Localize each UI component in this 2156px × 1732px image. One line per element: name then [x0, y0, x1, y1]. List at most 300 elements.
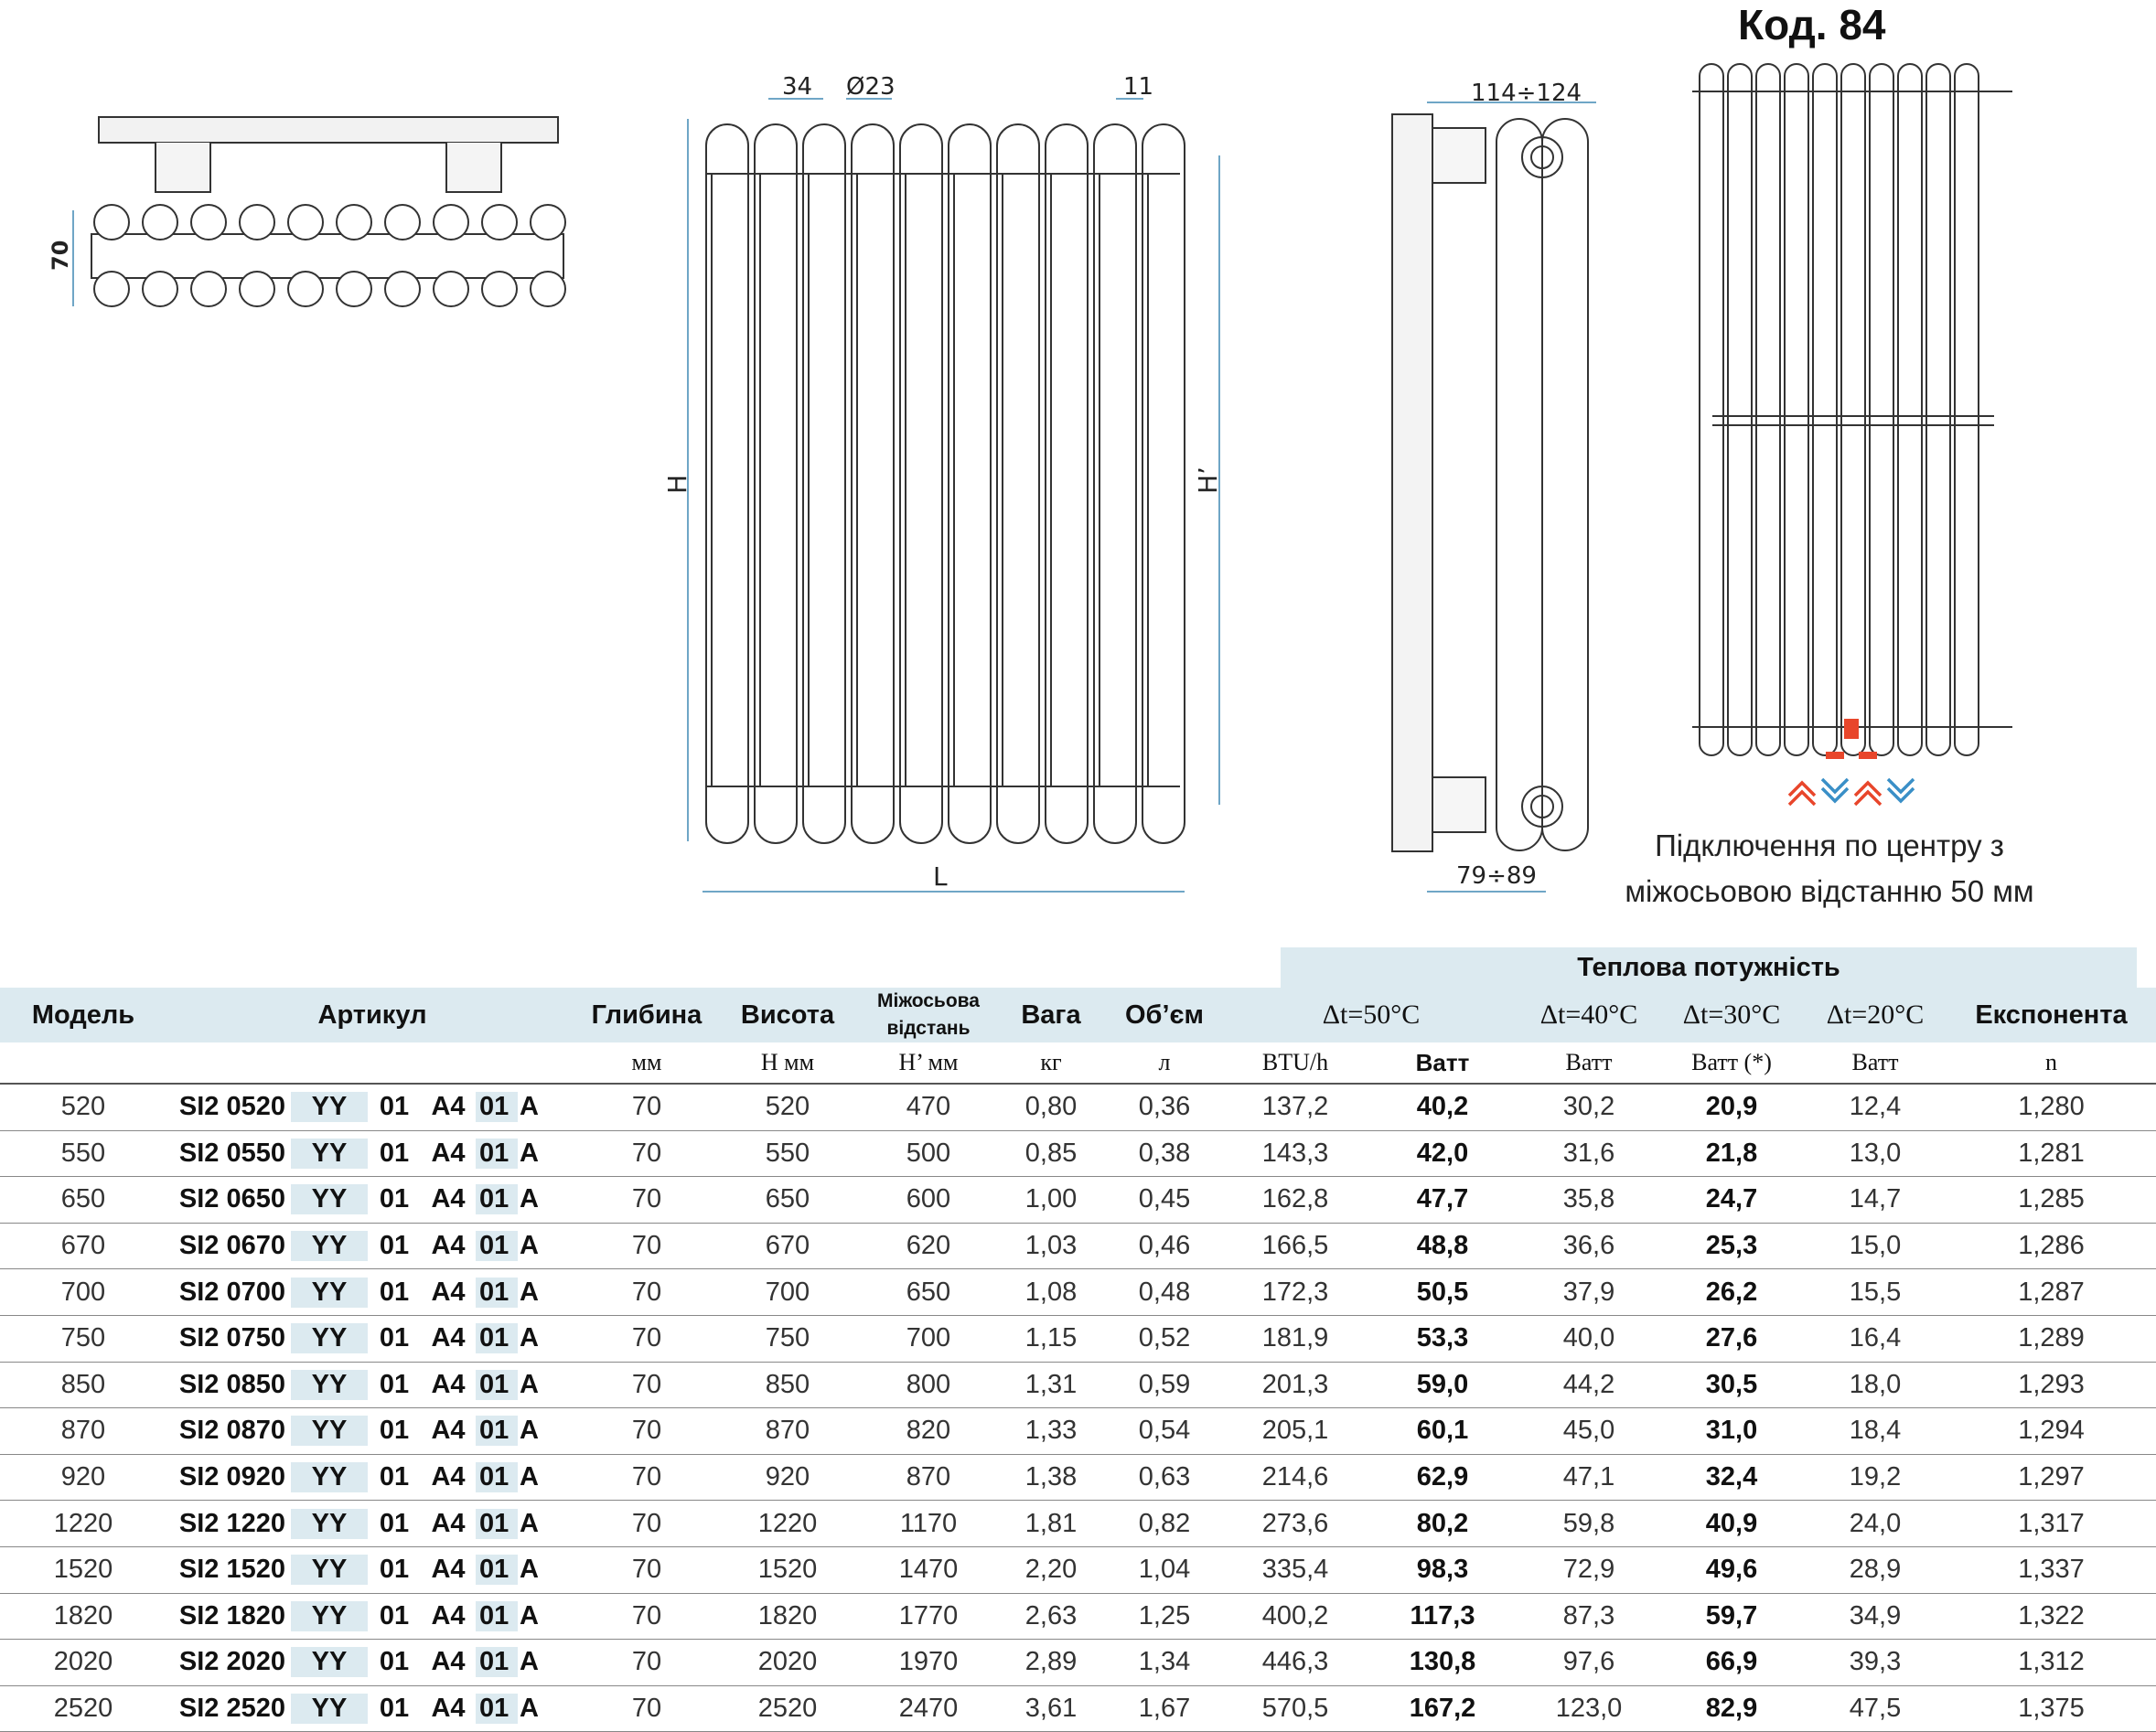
cell-volume: 1,25: [1105, 1593, 1224, 1640]
article-part-connection: A4: [431, 1231, 466, 1261]
cell-weight: 1,38: [997, 1454, 1105, 1501]
cell-watt20: 47,5: [1804, 1685, 1947, 1732]
article-part-color: YY: [291, 1278, 368, 1308]
cell-watt30: 20,9: [1659, 1084, 1804, 1130]
cell-article: [166, 1269, 578, 1316]
cell-watt40: 30,2: [1518, 1084, 1659, 1130]
cell-watt30: 26,2: [1659, 1269, 1804, 1316]
article-part-color: YY: [291, 1323, 368, 1353]
cell-model: 2020: [0, 1640, 166, 1686]
cell-watt50: 117,3: [1367, 1593, 1518, 1640]
unit-volume: л: [1105, 1042, 1224, 1084]
article-part-color: YY: [291, 1647, 368, 1677]
table-row: [0, 1408, 2156, 1455]
table-units-row: [0, 1042, 2156, 1084]
cell-depth: 70: [578, 1593, 715, 1640]
cell-exponent: 1,293: [1947, 1362, 2156, 1408]
article-part-series: SI2 0550: [178, 1138, 285, 1168]
cell-watt50: 50,5: [1367, 1269, 1518, 1316]
article-part-connection: A4: [431, 1092, 466, 1122]
cell-depth: 70: [578, 1454, 715, 1501]
cell-watt20: 15,5: [1804, 1269, 1947, 1316]
cell-model: 520: [0, 1084, 166, 1130]
cell-watt30: 27,6: [1659, 1315, 1804, 1362]
front-view-drawing: [688, 99, 1219, 892]
header-depth: Глибина: [578, 988, 715, 1042]
article-part-suffix: A: [520, 1231, 539, 1261]
cell-weight: 0,80: [997, 1084, 1105, 1130]
cell-article: [166, 1408, 578, 1455]
cell-watt20: 18,0: [1804, 1362, 1947, 1408]
article-part-color: YY: [291, 1509, 368, 1539]
cell-volume: 0,36: [1105, 1084, 1224, 1130]
article-part-color: YY: [291, 1184, 368, 1214]
article-part-code: 01: [379, 1694, 410, 1724]
cell-btu: 172,3: [1224, 1269, 1367, 1316]
cell-weight: 1,15: [997, 1315, 1105, 1362]
cell-watt50: 59,0: [1367, 1362, 1518, 1408]
cell-watt20: 15,0: [1804, 1223, 1947, 1269]
cell-height: 1820: [715, 1593, 860, 1640]
cell-depth: 70: [578, 1501, 715, 1547]
article-part-connection: A4: [431, 1462, 466, 1492]
cell-btu: 201,3: [1224, 1362, 1367, 1408]
flow-arrows-icon: [1789, 779, 1914, 805]
unit-height: H мм: [715, 1042, 860, 1084]
cell-watt40: 44,2: [1518, 1362, 1659, 1408]
unit-depth: мм: [578, 1042, 715, 1084]
article-part-connection: A4: [431, 1647, 466, 1677]
article-part-version: 01: [476, 1323, 518, 1353]
cell-depth: 70: [578, 1223, 715, 1269]
article-part-connection: A4: [431, 1138, 466, 1168]
cell-depth: 70: [578, 1408, 715, 1455]
unit-watt40: Ватт: [1518, 1042, 1659, 1084]
cell-watt50: 40,2: [1367, 1084, 1518, 1130]
dim-gap: 11: [1123, 73, 1154, 101]
cell-btu: 446,3: [1224, 1640, 1367, 1686]
cell-model: 750: [0, 1315, 166, 1362]
article-part-suffix: A: [520, 1694, 539, 1724]
table-row: [0, 1640, 2156, 1686]
cell-watt30: 49,6: [1659, 1546, 1804, 1593]
cell-volume: 0,54: [1105, 1408, 1224, 1455]
cell-exponent: 1,375: [1947, 1685, 2156, 1732]
table-row: [0, 1177, 2156, 1224]
article-part-version: 01: [476, 1509, 518, 1539]
unit-watt50: Ватт: [1367, 1042, 1518, 1084]
cell-watt30: 21,8: [1659, 1130, 1804, 1177]
cell-btu: 205,1: [1224, 1408, 1367, 1455]
kod-title: Код. 84: [1738, 1, 1886, 48]
hot-inlet-marker: [1826, 752, 1844, 759]
article-part-color: YY: [291, 1416, 368, 1446]
cell-axis: 600: [860, 1177, 997, 1224]
article-part-code: 01: [379, 1647, 410, 1677]
article-part-version: 01: [476, 1555, 518, 1585]
unit-article-empty: [166, 1042, 578, 1084]
cell-volume: 0,52: [1105, 1315, 1224, 1362]
cell-article: [166, 1177, 578, 1224]
cell-watt20: 14,7: [1804, 1177, 1947, 1224]
article-part-suffix: A: [520, 1508, 539, 1538]
article-part-connection: A4: [431, 1277, 466, 1307]
header-dt40: Δt=40°C: [1518, 988, 1659, 1042]
article-part-series: SI2 1520: [178, 1555, 285, 1585]
cell-model: 650: [0, 1177, 166, 1224]
table-row: [0, 1315, 2156, 1362]
article-part-connection: A4: [431, 1555, 466, 1585]
cell-watt50: 167,2: [1367, 1685, 1518, 1732]
cell-axis: 650: [860, 1269, 997, 1316]
cell-volume: 1,67: [1105, 1685, 1224, 1732]
cell-height: 1220: [715, 1501, 860, 1547]
article-part-code: 01: [379, 1462, 410, 1492]
article-part-version: 01: [476, 1694, 518, 1724]
connection-note: Підключення по центру з міжосьовою відстанню 50 мм: [1625, 829, 2034, 908]
cell-exponent: 1,297: [1947, 1454, 2156, 1501]
table-row: [0, 1454, 2156, 1501]
cell-watt40: 40,0: [1518, 1315, 1659, 1362]
cell-exponent: 1,322: [1947, 1593, 2156, 1640]
article-part-color: YY: [291, 1231, 368, 1261]
cell-height: 870: [715, 1408, 860, 1455]
cell-weight: 1,00: [997, 1177, 1105, 1224]
cell-height: 550: [715, 1130, 860, 1177]
cell-watt40: 87,3: [1518, 1593, 1659, 1640]
article-part-code: 01: [379, 1092, 410, 1122]
cell-weight: 1,03: [997, 1223, 1105, 1269]
cell-watt50: 130,8: [1367, 1640, 1518, 1686]
hot-connection-marker: [1844, 719, 1859, 739]
cell-btu: 570,5: [1224, 1685, 1367, 1732]
article-part-series: SI2 0850: [178, 1369, 285, 1399]
article-part-series: SI2 2520: [178, 1694, 285, 1724]
cell-watt50: 60,1: [1367, 1408, 1518, 1455]
article-part-suffix: A: [520, 1462, 539, 1492]
cell-watt30: 24,7: [1659, 1177, 1804, 1224]
article-part-connection: A4: [431, 1369, 466, 1399]
cell-model: 2520: [0, 1685, 166, 1732]
cell-exponent: 1,294: [1947, 1408, 2156, 1455]
header-height: Висота: [715, 988, 860, 1042]
cell-depth: 70: [578, 1362, 715, 1408]
article-part-code: 01: [379, 1231, 410, 1261]
cell-height: 1520: [715, 1546, 860, 1593]
unit-btu: BTU/h: [1224, 1042, 1367, 1084]
article-part-series: SI2 0670: [178, 1231, 285, 1261]
unit-model-empty: [0, 1042, 166, 1084]
header-dt30: Δt=30°C: [1659, 988, 1804, 1042]
cell-watt20: 16,4: [1804, 1315, 1947, 1362]
cell-article: [166, 1362, 578, 1408]
cell-watt30: 31,0: [1659, 1408, 1804, 1455]
cell-depth: 70: [578, 1084, 715, 1130]
cell-watt20: 13,0: [1804, 1130, 1947, 1177]
cell-height: 850: [715, 1362, 860, 1408]
article-part-series: SI2 2020: [178, 1647, 285, 1677]
cell-watt50: 53,3: [1367, 1315, 1518, 1362]
article-part-series: SI2 0750: [178, 1323, 285, 1353]
article-part-code: 01: [379, 1555, 410, 1585]
cell-depth: 70: [578, 1546, 715, 1593]
cell-btu: 273,6: [1224, 1501, 1367, 1547]
cell-model: 870: [0, 1408, 166, 1455]
cell-height: 670: [715, 1223, 860, 1269]
cell-btu: 162,8: [1224, 1177, 1367, 1224]
cell-article: [166, 1084, 578, 1130]
top-view-drawing: [73, 117, 565, 306]
cell-article: [166, 1130, 578, 1177]
cell-exponent: 1,286: [1947, 1223, 2156, 1269]
cell-watt50: 42,0: [1367, 1130, 1518, 1177]
article-part-suffix: A: [520, 1600, 539, 1630]
header-axis: Міжосьова відстань: [860, 988, 997, 1042]
article-part-connection: A4: [431, 1323, 466, 1353]
cell-height: 2520: [715, 1685, 860, 1732]
cell-model: 550: [0, 1130, 166, 1177]
cell-volume: 0,82: [1105, 1501, 1224, 1547]
article-part-code: 01: [379, 1277, 410, 1307]
cell-watt30: 82,9: [1659, 1685, 1804, 1732]
header-exponent: Експонента: [1947, 988, 2156, 1042]
cell-article: [166, 1223, 578, 1269]
thermal-power-heading: Теплова потужність: [1281, 947, 2137, 988]
article-part-color: YY: [291, 1139, 368, 1169]
article-part-suffix: A: [520, 1092, 539, 1122]
cell-watt50: 80,2: [1367, 1501, 1518, 1547]
side-view-drawing: [1392, 102, 1596, 892]
article-part-suffix: A: [520, 1184, 539, 1214]
article-part-version: 01: [476, 1370, 518, 1400]
article-part-code: 01: [379, 1184, 410, 1214]
cell-watt20: 19,2: [1804, 1454, 1947, 1501]
unit-weight: кг: [997, 1042, 1105, 1084]
cell-watt30: 30,5: [1659, 1362, 1804, 1408]
cell-volume: 0,48: [1105, 1269, 1224, 1316]
cell-watt30: 59,7: [1659, 1593, 1804, 1640]
cell-watt30: 40,9: [1659, 1501, 1804, 1547]
cell-watt40: 31,6: [1518, 1130, 1659, 1177]
cell-axis: 470: [860, 1084, 997, 1130]
cell-watt30: 25,3: [1659, 1223, 1804, 1269]
cell-height: 650: [715, 1177, 860, 1224]
connection-view-drawing: [1692, 64, 2012, 755]
cell-axis: 500: [860, 1130, 997, 1177]
cell-watt20: 34,9: [1804, 1593, 1947, 1640]
cell-watt20: 24,0: [1804, 1501, 1947, 1547]
cell-height: 750: [715, 1315, 860, 1362]
header-weight: Вага: [997, 988, 1105, 1042]
cell-watt30: 66,9: [1659, 1640, 1804, 1686]
cell-depth: 70: [578, 1177, 715, 1224]
cell-btu: 143,3: [1224, 1130, 1367, 1177]
cell-watt40: 47,1: [1518, 1454, 1659, 1501]
table-row: [0, 1223, 2156, 1269]
cell-depth: 70: [578, 1640, 715, 1686]
article-part-connection: A4: [431, 1600, 466, 1630]
unit-watt20: Ватт: [1804, 1042, 1947, 1084]
cell-volume: 0,46: [1105, 1223, 1224, 1269]
article-part-code: 01: [379, 1369, 410, 1399]
article-part-suffix: A: [520, 1647, 539, 1677]
article-part-version: 01: [476, 1278, 518, 1308]
article-part-color: YY: [291, 1555, 368, 1585]
article-part-connection: A4: [431, 1694, 466, 1724]
cell-article: [166, 1454, 578, 1501]
table-row: [0, 1501, 2156, 1547]
cell-watt40: 97,6: [1518, 1640, 1659, 1686]
cell-watt20: 39,3: [1804, 1640, 1947, 1686]
article-part-series: SI2 0520: [178, 1092, 285, 1122]
cell-watt40: 59,8: [1518, 1501, 1659, 1547]
cell-model: 1220: [0, 1501, 166, 1547]
cell-axis: 820: [860, 1408, 997, 1455]
article-part-version: 01: [476, 1647, 518, 1677]
cell-weight: 1,08: [997, 1269, 1105, 1316]
dim-top-depth: 70: [48, 240, 73, 271]
cell-weight: 0,85: [997, 1130, 1105, 1177]
cell-watt40: 45,0: [1518, 1408, 1659, 1455]
cell-weight: 1,31: [997, 1362, 1105, 1408]
article-part-series: SI2 0700: [178, 1277, 285, 1307]
article-part-suffix: A: [520, 1555, 539, 1585]
article-part-color: YY: [291, 1462, 368, 1492]
article-part-suffix: A: [520, 1369, 539, 1399]
header-volume: Об’єм: [1105, 988, 1224, 1042]
cell-volume: 0,59: [1105, 1362, 1224, 1408]
unit-exponent: n: [1947, 1042, 2156, 1084]
cell-btu: 166,5: [1224, 1223, 1367, 1269]
article-part-color: YY: [291, 1694, 368, 1724]
cell-watt40: 123,0: [1518, 1685, 1659, 1732]
cell-volume: 0,45: [1105, 1177, 1224, 1224]
cell-article: [166, 1315, 578, 1362]
cell-article: [166, 1685, 578, 1732]
article-part-series: SI2 0870: [178, 1416, 285, 1446]
cell-model: 850: [0, 1362, 166, 1408]
cell-volume: 0,63: [1105, 1454, 1224, 1501]
cell-axis: 1770: [860, 1593, 997, 1640]
header-dt20: Δt=20°C: [1804, 988, 1947, 1042]
cell-watt40: 35,8: [1518, 1177, 1659, 1224]
table-row: [0, 1546, 2156, 1593]
article-part-code: 01: [379, 1138, 410, 1168]
cell-article: [166, 1501, 578, 1547]
article-part-suffix: A: [520, 1323, 539, 1353]
cell-depth: 70: [578, 1130, 715, 1177]
cell-weight: 1,81: [997, 1501, 1105, 1547]
dim-height: H: [662, 474, 692, 494]
table-row: [0, 1084, 2156, 1130]
cell-model: 1820: [0, 1593, 166, 1640]
cell-article: [166, 1593, 578, 1640]
unit-watt30: Ватт (*): [1659, 1042, 1804, 1084]
article-part-code: 01: [379, 1416, 410, 1446]
article-part-suffix: A: [520, 1277, 539, 1307]
table-row: [0, 1685, 2156, 1732]
cell-weight: 2,89: [997, 1640, 1105, 1686]
article-part-version: 01: [476, 1416, 518, 1446]
cell-model: 920: [0, 1454, 166, 1501]
cell-model: 1520: [0, 1546, 166, 1593]
article-part-version: 01: [476, 1231, 518, 1261]
cell-article: [166, 1640, 578, 1686]
unit-axis: H’ мм: [860, 1042, 997, 1084]
cell-axis: 800: [860, 1362, 997, 1408]
cell-exponent: 1,317: [1947, 1501, 2156, 1547]
cell-axis: 700: [860, 1315, 997, 1362]
article-part-code: 01: [379, 1508, 410, 1538]
cell-exponent: 1,281: [1947, 1130, 2156, 1177]
cell-exponent: 1,289: [1947, 1315, 2156, 1362]
article-part-series: SI2 0920: [178, 1462, 285, 1492]
cell-exponent: 1,280: [1947, 1084, 2156, 1130]
dim-tube-diameter: Ø23: [846, 73, 896, 101]
cell-watt40: 36,6: [1518, 1223, 1659, 1269]
cell-axis: 870: [860, 1454, 997, 1501]
article-part-series: SI2 1220: [178, 1508, 285, 1538]
dim-length: L: [933, 861, 948, 892]
header-model: Модель: [0, 988, 166, 1042]
cell-watt40: 37,9: [1518, 1269, 1659, 1316]
cell-weight: 3,61: [997, 1685, 1105, 1732]
article-part-color: YY: [291, 1092, 368, 1122]
cell-exponent: 1,287: [1947, 1269, 2156, 1316]
cell-btu: 181,9: [1224, 1315, 1367, 1362]
cell-depth: 70: [578, 1315, 715, 1362]
article-part-color: YY: [291, 1601, 368, 1631]
cell-watt20: 18,4: [1804, 1408, 1947, 1455]
hot-outlet-marker: [1859, 752, 1877, 759]
cell-height: 920: [715, 1454, 860, 1501]
cell-depth: 70: [578, 1685, 715, 1732]
cell-depth: 70: [578, 1269, 715, 1316]
cell-axis: 2470: [860, 1685, 997, 1732]
cell-btu: 335,4: [1224, 1546, 1367, 1593]
cell-volume: 1,34: [1105, 1640, 1224, 1686]
cell-volume: 0,38: [1105, 1130, 1224, 1177]
cell-btu: 400,2: [1224, 1593, 1367, 1640]
table-row: [0, 1269, 2156, 1316]
dim-col-spacing: 34: [782, 73, 813, 101]
cell-axis: 620: [860, 1223, 997, 1269]
cell-btu: 214,6: [1224, 1454, 1367, 1501]
specs-table: [0, 988, 2156, 1732]
dim-side-axis: 79÷89: [1456, 862, 1537, 890]
article-part-version: 01: [476, 1092, 518, 1122]
cell-watt30: 32,4: [1659, 1454, 1804, 1501]
article-part-color: YY: [291, 1370, 368, 1400]
cell-axis: 1470: [860, 1546, 997, 1593]
cell-height: 2020: [715, 1640, 860, 1686]
cell-weight: 1,33: [997, 1408, 1105, 1455]
article-part-code: 01: [379, 1323, 410, 1353]
article-part-version: 01: [476, 1462, 518, 1492]
cell-watt40: 72,9: [1518, 1546, 1659, 1593]
cell-watt50: 47,7: [1367, 1177, 1518, 1224]
cell-watt50: 62,9: [1367, 1454, 1518, 1501]
cell-axis: 1170: [860, 1501, 997, 1547]
article-part-connection: A4: [431, 1184, 466, 1214]
article-part-series: SI2 1820: [178, 1600, 285, 1630]
cell-height: 520: [715, 1084, 860, 1130]
cell-watt20: 28,9: [1804, 1546, 1947, 1593]
header-dt50: Δt=50°C: [1224, 988, 1518, 1042]
cell-volume: 1,04: [1105, 1546, 1224, 1593]
cell-exponent: 1,285: [1947, 1177, 2156, 1224]
article-part-connection: A4: [431, 1416, 466, 1446]
